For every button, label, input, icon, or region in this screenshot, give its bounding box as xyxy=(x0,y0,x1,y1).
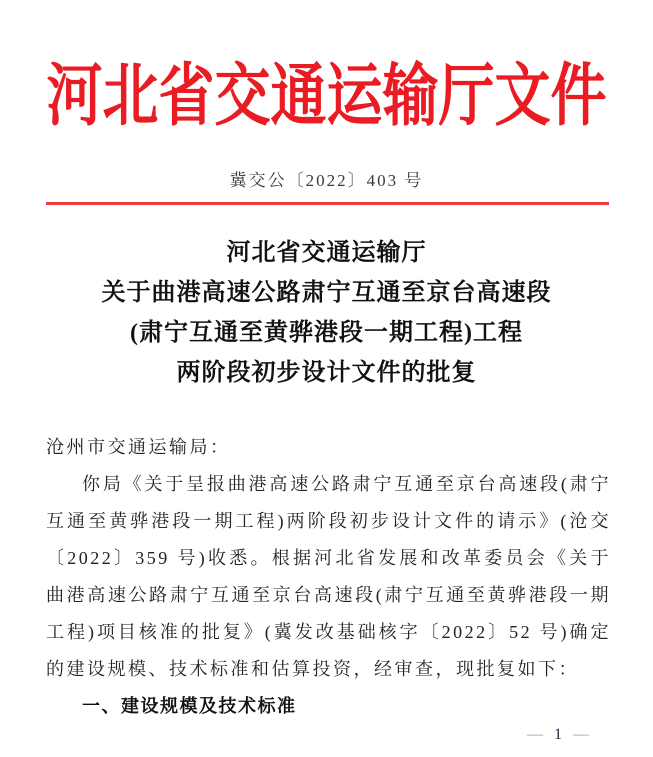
page-footer xyxy=(527,726,589,744)
document-title-line-3: (肃宁互通至黄骅港段一期工程)工程 xyxy=(130,320,523,346)
footer-left-dash: — xyxy=(527,726,543,743)
document-body xyxy=(46,429,611,725)
document-title-line-2: 关于曲港高速公路肃宁互通至京台高速段 xyxy=(101,280,552,306)
letterhead-agency-title: 河北省交通运输厅文件 xyxy=(46,59,607,135)
section-heading: 一、建设规模及技术标准 xyxy=(82,696,297,716)
footer-right-dash: — xyxy=(573,726,589,743)
page-number: 1 xyxy=(554,726,562,743)
recipient-salutation: 沧州市交通运输局： xyxy=(46,437,231,457)
document-title xyxy=(20,233,633,393)
document-number: 冀交公〔2022〕403 号 xyxy=(229,171,424,190)
document-title-line-4: 两阶段初步设计文件的批复 xyxy=(176,360,477,386)
document-title-line-1: 河北省交通运输厅 xyxy=(226,240,427,266)
red-separator-line xyxy=(46,202,609,205)
body-paragraph: 你局《关于呈报曲港高速公路肃宁互通至京台高速段(肃宁互通至黄骅港段一期工程)两阶段初步设计文件的请示》(沧交〔2022〕359 号)收悉。根据河北省发展和改革委员会《关于曲港高速公路肃宁互通至京台高速段(肃宁互通至黄骅港段一期工程)项目核准的批复》(冀发改基础核字〔2022〕52 号)确定的建设规模、技术标准和估算投资，经审查，现批复如下： xyxy=(46,474,611,679)
